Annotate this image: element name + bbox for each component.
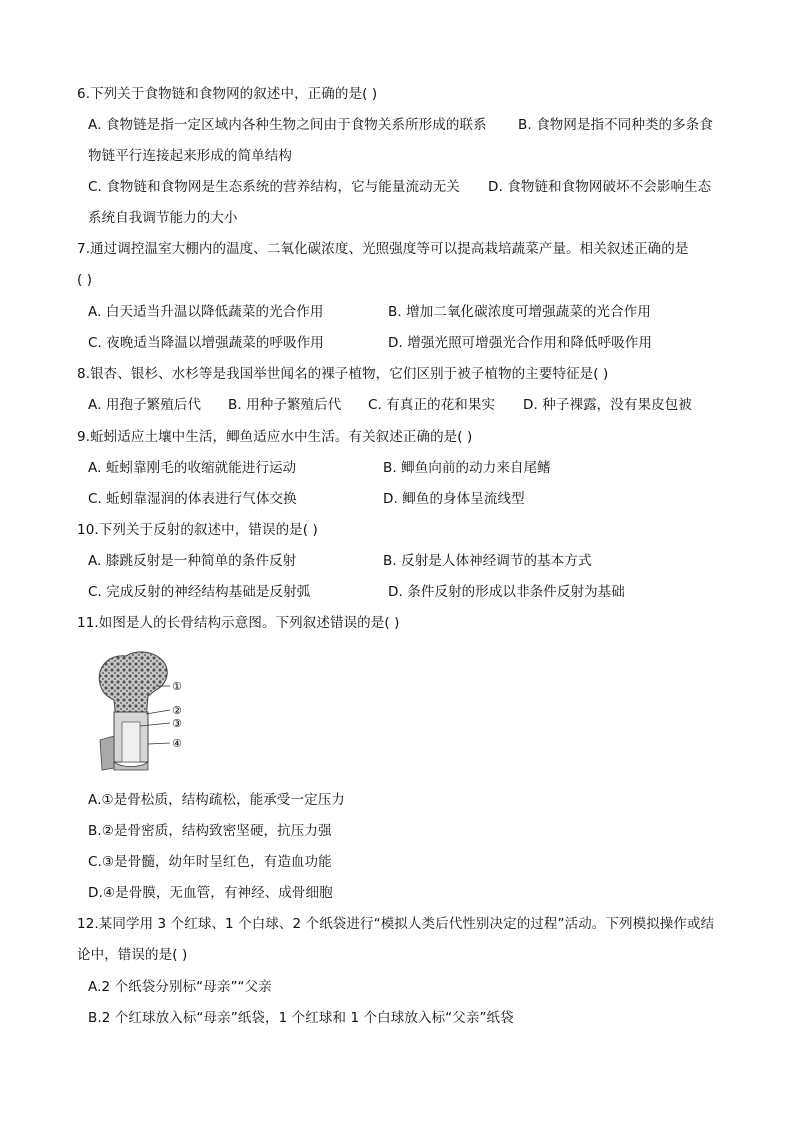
q11-option-c: C.③是骨髓，幼年时呈红色，有造血功能	[88, 854, 332, 870]
q9-stem: 9.蚯蚓适应土壤中生活，鲫鱼适应水中生活。有关叙述正确的是( )	[77, 429, 473, 445]
q7-option-d: D. 增强光照可增强光合作用和降低呼吸作用	[388, 335, 653, 351]
q12-stem: 12.某同学用 3 个红球、1 个白球、2 个纸袋进行“模拟人类后代性别决定的过程”活动。下列模拟操作或结	[77, 916, 715, 932]
q8-option-a: A. 用孢子繁殖后代	[88, 397, 202, 413]
q11-option-b: B.②是骨密质，结构致密坚硬，抗压力强	[88, 823, 332, 839]
q6-option-b-continued: 物链平行连接起来形成的简单结构	[88, 148, 292, 164]
periosteum	[100, 736, 114, 770]
q6-option-d: D. 食物链和食物网破坏不会影响生态	[488, 179, 712, 195]
q6-option-d-continued: 系统自我调节能力的大小	[88, 210, 238, 226]
q7-stem: 7.通过调控温室大棚内的温度、二氧化碳浓度、光照强度等可以提高栽培蔬菜产量。相关叙述正确的是	[77, 241, 689, 257]
q8-option-b: B. 用种子繁殖后代	[228, 397, 342, 413]
q7-stem-continued: ( )	[77, 272, 93, 288]
marrow-cavity	[122, 722, 140, 762]
label-3: ③	[172, 717, 182, 730]
q10-option-b: B. 反射是人体神经调节的基本方式	[383, 553, 592, 569]
q8-stem: 8.银杏、银杉、水杉等是我国举世闻名的裸子植物，它们区别于被子植物的主要特征是( )	[77, 366, 609, 382]
q10-option-a: A. 膝跳反射是一种简单的条件反射	[88, 553, 297, 569]
q12-option-a: A.2 个纸袋分别标“母亲”“父亲	[88, 979, 272, 995]
q9-option-a: A. 蚯蚓靠刚毛的收缩就能进行运动	[88, 460, 297, 476]
bone-cut-end	[114, 762, 148, 770]
q7-option-a: A. 白天适当升温以降低蔬菜的光合作用	[88, 304, 324, 320]
q12-stem-continued: 论中，错误的是( )	[77, 947, 188, 963]
q10-option-c: C. 完成反射的神经结构基础是反射弧	[88, 584, 311, 600]
q6-option-b: B. 食物网是指不同种类的多条食	[518, 117, 713, 133]
q6-option-a: A. 食物链是指一定区域内各种生物之间由于食物关系所形成的联系	[88, 117, 487, 133]
q8-option-c: C. 有真正的花和果实	[368, 397, 496, 413]
q9-option-c: C. 蚯蚓靠湿润的体表进行气体交换	[88, 491, 297, 507]
q10-stem: 10.下列关于反射的叙述中，错误的是( )	[77, 522, 318, 538]
long-bone-diagram	[86, 650, 196, 772]
q11-option-a: A.①是骨松质，结构疏松，能承受一定压力	[88, 792, 345, 808]
q7-option-c: C. 夜晚适当降温以增强蔬菜的呼吸作用	[88, 335, 324, 351]
q7-option-b: B. 增加二氧化碳浓度可增强蔬菜的光合作用	[388, 304, 651, 320]
label-1: ①	[172, 680, 182, 693]
q9-option-d: D. 鲫鱼的身体呈流线型	[383, 491, 525, 507]
q6-option-c: C. 食物链和食物网是生态系统的营养结构，它与能量流动无关	[88, 179, 460, 195]
q10-option-d: D. 条件反射的形成以非条件反射为基础	[388, 584, 625, 600]
q11-option-d: D.④是骨膜，无血管，有神经、成骨细胞	[88, 885, 333, 901]
q8-option-d: D. 种子裸露，没有果皮包被	[523, 397, 692, 413]
q9-option-b: B. 鲫鱼向前的动力来自尾鳍	[383, 460, 551, 476]
label-4: ④	[172, 737, 182, 750]
label-2: ②	[172, 704, 182, 717]
q6-stem: 6.下列关于食物链和食物网的叙述中，正确的是( )	[77, 86, 378, 102]
q11-stem: 11.如图是人的长骨结构示意图。下列叙述错误的是( )	[77, 615, 400, 631]
q12-option-b: B.2 个红球放入标“母亲”纸袋，1 个红球和 1 个白球放入标“父亲”纸袋	[88, 1010, 514, 1026]
